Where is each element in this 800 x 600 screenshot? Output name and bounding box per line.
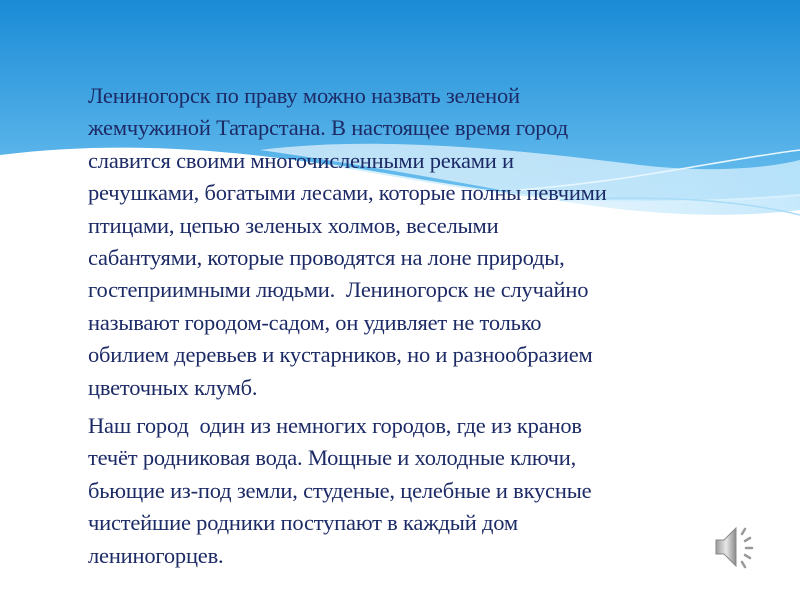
text-line: славится своими многочисленными реками и <box>88 147 514 173</box>
text-line: обилием деревьев и кустарников, но и разнообразием <box>88 342 593 368</box>
text-line: Лениногорск по праву можно назвать зеленой <box>88 83 520 108</box>
text-line: лениногорцев. <box>88 542 224 568</box>
text-line: сабантуями, которые проводятся на лоне природы, <box>88 245 565 271</box>
speaker-icon[interactable] <box>712 522 762 572</box>
text-line: гостеприимными людьми. Лениногорск не случайно <box>88 277 589 303</box>
text-line: Наш город один из немногих городов, где из кранов <box>88 413 582 439</box>
text-line: чистейшие родники поступают в каждый дом <box>88 510 518 536</box>
text-line: бьющие из-под земли, студеные, целебные и вкусные <box>88 477 592 503</box>
paragraph-2 <box>88 410 607 572</box>
slide-body-text <box>88 80 607 572</box>
text-line: цветочных клумб. <box>88 374 258 400</box>
text-line: течёт родниковая вода. Мощные и холодные ключи, <box>88 445 577 471</box>
text-line: речушками, богатыми лесами, которые полны певчими <box>88 180 607 206</box>
paragraph-1 <box>88 80 607 404</box>
text-line: жемчужиной Татарстана. В настоящее время город <box>88 115 568 141</box>
text-line: птицами, цепью зеленых холмов, веселыми <box>88 212 499 238</box>
text-line: называют городом-садом, он удивляет не только <box>88 309 542 335</box>
